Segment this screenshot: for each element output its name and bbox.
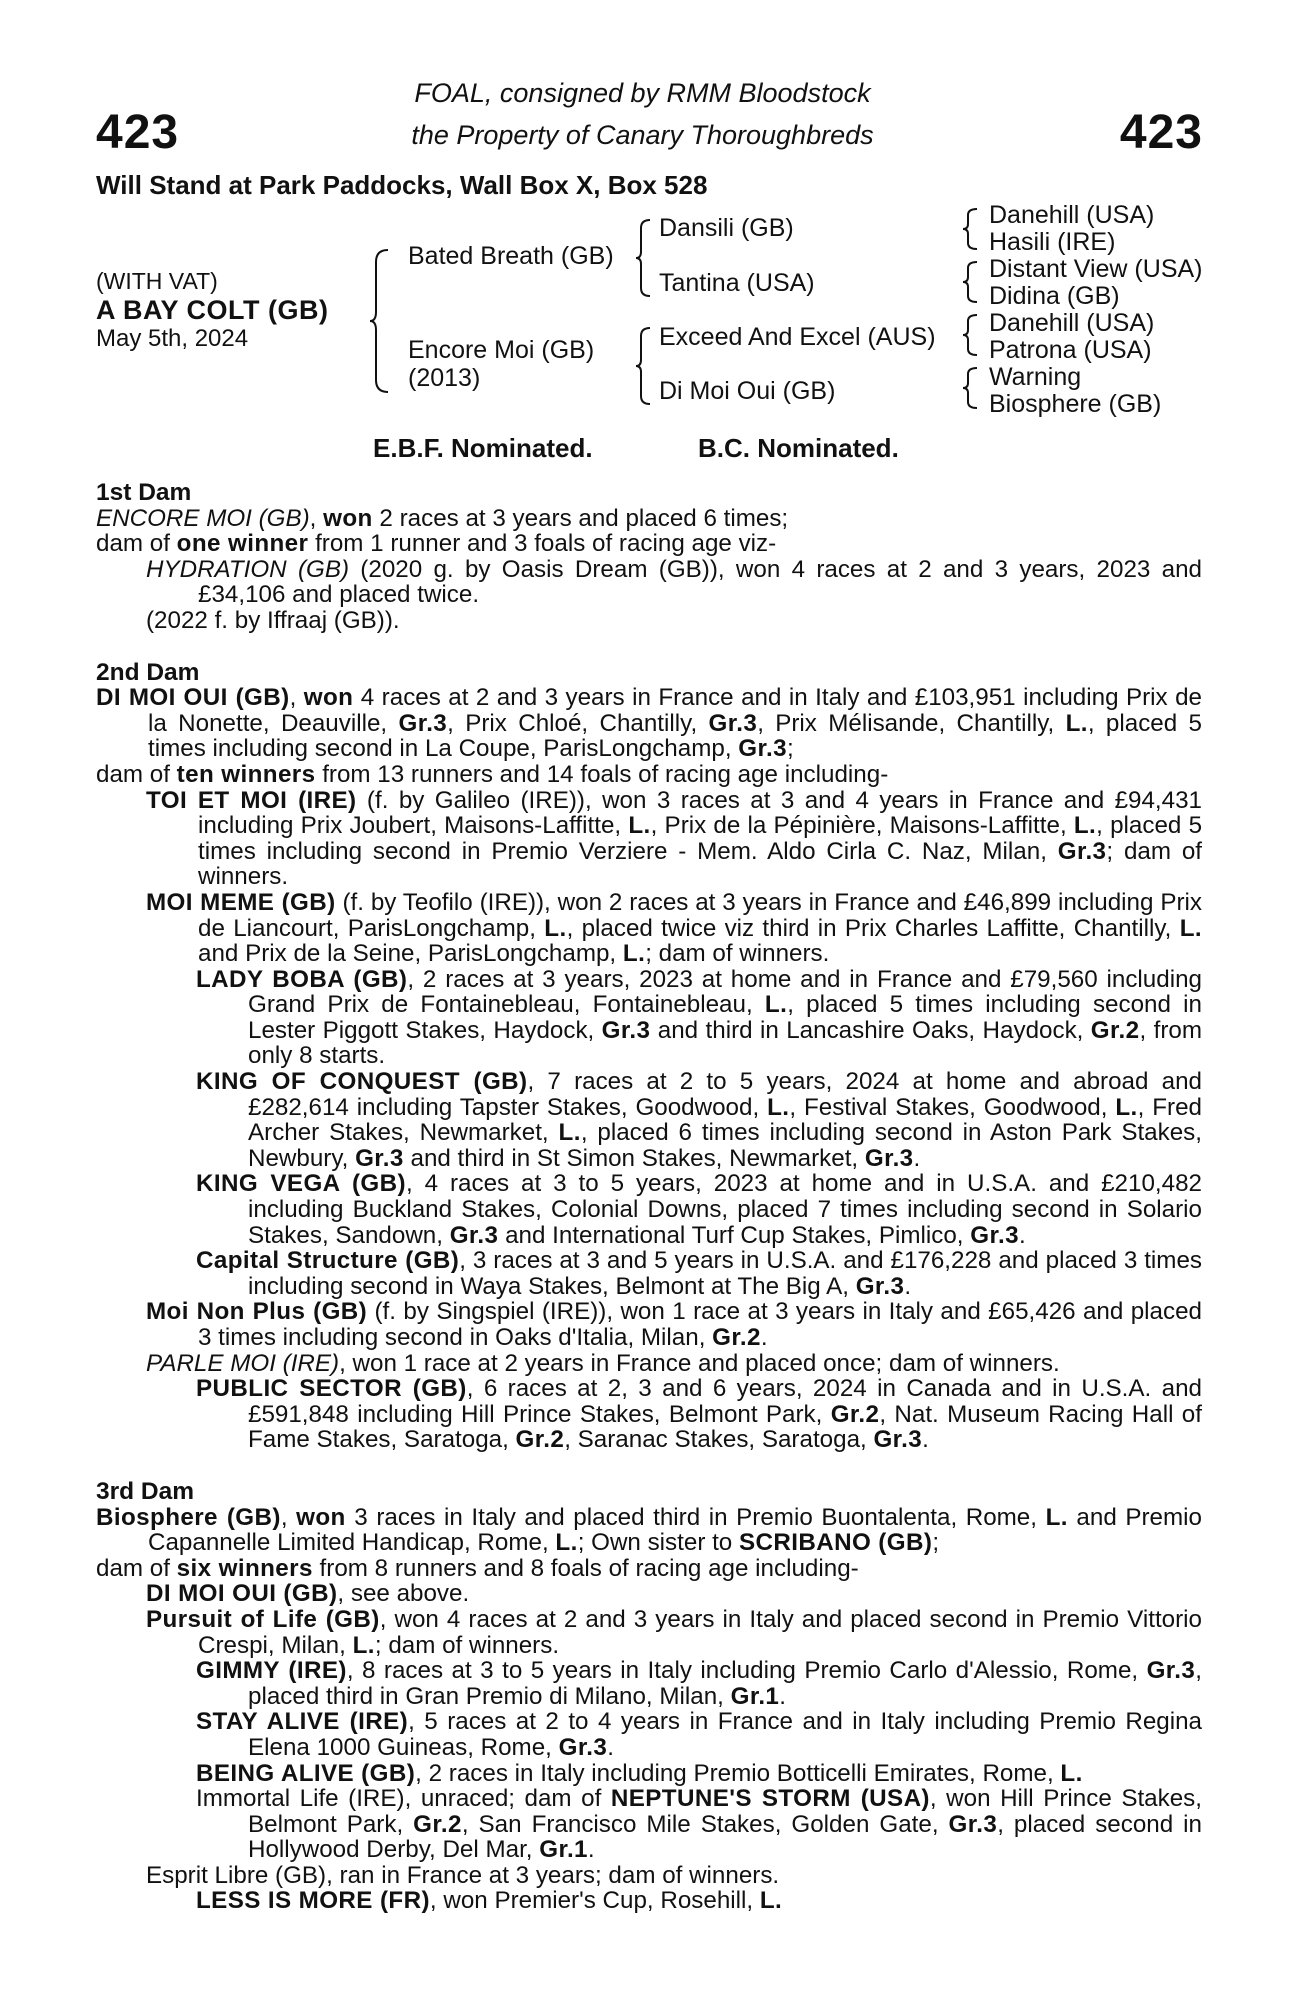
paragraph — [96, 1888, 1202, 1914]
paragraph — [96, 1171, 1202, 1248]
text-run: . — [607, 1733, 615, 1761]
text-run: . — [913, 1144, 921, 1172]
consignment-line-1: FOAL, consigned by RMM Bloodstock — [414, 78, 871, 108]
text-run: Gr.3 — [970, 1221, 1019, 1249]
text-run: , Festival Stakes, Goodwood, — [789, 1093, 1116, 1121]
paragraph — [96, 685, 1202, 762]
pedigree-brace-g3-1 — [961, 207, 981, 251]
text-run: Gr.3 — [855, 1272, 905, 1300]
pedigree-g3-8: Biosphere (GB) — [989, 390, 1162, 418]
text-run: Immortal Life (IRE), unraced; dam of — [196, 1785, 611, 1813]
text-run: , San Francisco Mile Stakes, Golden Gate, — [461, 1810, 949, 1838]
pedigree-brace-g3-4 — [961, 366, 981, 410]
text-run: Gr.3 — [449, 1221, 499, 1249]
ebf-nominated: E.B.F. Nominated. — [373, 433, 593, 463]
text-run: PARLE MOI (IRE) — [146, 1349, 340, 1377]
text-run: won — [323, 504, 373, 532]
text-run: ; dam of winners. — [198, 837, 1202, 891]
pedigree-dam: Encore Moi (GB) — [408, 336, 595, 364]
text-run: Gr.3 — [355, 1144, 404, 1172]
pedigree-g3-6: Patrona (USA) — [989, 336, 1152, 364]
text-run: L. — [764, 991, 788, 1019]
paragraph — [96, 1581, 1202, 1607]
text-run: and International Turf Cup Stakes, Pimlico, — [498, 1221, 971, 1249]
text-run: L. — [1115, 1093, 1138, 1121]
text-run: , placed 5 times including second in Premio Verziere - Mem. Aldo Cirla C. Naz, Milan, — [198, 812, 1203, 865]
text-run: Moi Non Plus (GB) — [146, 1298, 368, 1326]
text-run: , — [309, 504, 324, 532]
pedigree-g3-1: Danehill (USA) — [989, 201, 1155, 229]
vat-label: (WITH VAT) — [96, 268, 218, 294]
pedigree-dam-dam: Di Moi Oui (GB) — [659, 377, 836, 405]
text-run: GIMMY (IRE) — [196, 1657, 347, 1685]
text-run: MOI MEME (GB) — [146, 888, 336, 916]
paragraph — [96, 1556, 1202, 1582]
pedigree-sire-dam: Tantina (USA) — [659, 269, 815, 297]
text-run: . — [922, 1426, 929, 1454]
text-run: , 5 races at 2 to 4 years in France and in Italy including Premio Regina Elena 1000 Guineas, Rome, — [248, 1708, 1202, 1761]
text-run: , placed 6 times including second in Aston Park Stakes, Newbury, — [248, 1119, 1202, 1172]
text-run: , placed third in Gran Premio di Milano, Milan, — [248, 1657, 1202, 1710]
pedigree-sire: Bated Breath (GB) — [408, 242, 614, 270]
text-run: L. — [1060, 1759, 1083, 1787]
text-run: . — [587, 1836, 595, 1864]
text-run: , placed 5 times including second in La Coupe, ParisLongchamp, — [148, 709, 1203, 763]
text-run: and third in St Simon Stakes, Newmarket, — [403, 1144, 865, 1172]
text-run: six winners — [176, 1554, 313, 1582]
text-run: , won Hill Prince Stakes, Belmont Park, — [248, 1785, 1202, 1838]
text-run: from 8 runners and 8 foals of racing age including- — [312, 1554, 859, 1582]
paragraph — [96, 967, 1202, 1069]
text-run: and third in Lancashire Oaks, Haydock, — [650, 1016, 1091, 1044]
text-run: and Prix de la Seine, ParisLongchamp, — [198, 940, 623, 968]
text-run: L. — [622, 940, 646, 968]
text-run: Gr.3 — [1057, 837, 1107, 865]
pedigree-brace-g3-3 — [961, 313, 981, 357]
text-run: , from only 8 starts. — [248, 1016, 1202, 1070]
paragraph — [96, 1351, 1202, 1377]
text-run: 3 races in Italy and placed third in Premio Buontalenta, Rome, — [345, 1503, 1046, 1531]
text-run: TOI ET MOI (IRE) — [146, 786, 357, 814]
text-run: KING OF CONQUEST (GB) — [196, 1068, 528, 1096]
text-run: L. — [1179, 914, 1202, 942]
text-run: , 4 races at 3 to 5 years, 2023 at home and in U.S.A. and £210,482 including Buckland Stakes, Colonial Downs, placed 7 times including second in Solario Stakes, Sandown, — [248, 1170, 1202, 1249]
pedigree-g3-2: Hasili (IRE) — [989, 228, 1116, 256]
text-run: , won 4 races at 2 and 3 years in Italy and placed second in Premio Vittorio Crespi, Milan, — [198, 1605, 1202, 1659]
paragraph — [96, 531, 1202, 557]
text-run: ; dam of winners. — [374, 1631, 560, 1659]
text-run: from 13 runners and 14 foals of racing age including- — [315, 760, 889, 788]
paragraph — [96, 1786, 1202, 1863]
colt-name: A BAY COLT (GB) — [96, 295, 329, 325]
text-run: dam of — [96, 1554, 177, 1582]
text-run: Gr.1 — [539, 1836, 588, 1864]
text-run: L. — [352, 1631, 375, 1659]
text-run: STAY ALIVE (IRE) — [196, 1708, 409, 1736]
text-run: Gr.2 — [712, 1324, 761, 1351]
paragraph — [96, 1658, 1202, 1709]
lot-number-right: 423 — [1119, 106, 1203, 159]
paragraph — [96, 506, 1202, 532]
family-notes — [96, 480, 1202, 1914]
text-run: 4 races at 2 and 3 years in France and in Italy and £103,951 including Prix de la Nonette, Deauville, — [148, 684, 1202, 737]
text-run: Gr.3 — [873, 1426, 923, 1454]
text-run: Gr.3 — [558, 1733, 608, 1761]
text-run: , 7 races at 2 to 5 years, 2024 at home and abroad and £282,614 including Tapster Stakes, Goodwood, — [248, 1068, 1202, 1121]
text-run: Capital Structure (GB) — [196, 1247, 460, 1275]
text-run: dam of — [96, 530, 177, 558]
paragraph — [96, 1505, 1202, 1556]
text-run: , placed twice viz third in Prix Charles Laffitte, Chantilly, — [566, 914, 1180, 942]
text-run: and Premio Capannelle Limited Handicap, Rome, — [148, 1503, 1202, 1557]
paragraph — [96, 1761, 1202, 1787]
text-run: from 1 runner and 3 foals of racing age viz- — [308, 530, 777, 558]
text-run: , placed 5 times including second in Lester Piggott Stakes, Haydock, — [248, 991, 1202, 1044]
pedigree-brace-dam — [634, 326, 654, 406]
section-heading-2nd-dam: 2nd Dam — [96, 658, 200, 686]
text-run: L. — [767, 1093, 790, 1121]
text-run: (f. by Galileo (IRE)), won 3 races at 3 and 4 years in France and £94,431 including Prix Joubert, Maisons-Laffitte, — [198, 786, 1202, 840]
text-run: , 2 races at 3 years, 2023 at home and in France and £79,560 including Grand Prix de Fontainebleau, Fontainebleau, — [248, 965, 1202, 1019]
text-run: SCRIBANO (GB) — [738, 1529, 933, 1557]
text-run: , won 1 race at 2 years in France and placed once; dam of winners. — [339, 1349, 1060, 1377]
text-run: ; — [932, 1529, 940, 1557]
text-run: L. — [1045, 1503, 1068, 1531]
text-run: DI MOI OUI (GB) — [96, 684, 290, 712]
section-heading-3rd-dam: 3rd Dam — [96, 1477, 195, 1505]
pedigree-dam-year: (2013) — [408, 364, 481, 392]
text-run: Esprit Libre (GB), ran in France at 3 years; dam of winners. — [146, 1861, 780, 1889]
text-run: , Nat. Museum Racing Hall of Fame Stakes, Saratoga, — [248, 1400, 1202, 1454]
text-run: , won Premier's Cup, Rosehill, — [429, 1887, 760, 1915]
text-run: Gr.3 — [864, 1144, 914, 1172]
text-run: , 6 races at 2, 3 and 6 years, 2024 in Canada and in U.S.A. and £591,848 including Hill Prince Stakes, Belmont Park, — [248, 1375, 1202, 1428]
section-heading-1st-dam: 1st Dam — [96, 479, 192, 506]
text-run: , — [289, 684, 304, 712]
paragraph — [96, 1299, 1202, 1350]
pedigree-g3-7: Warning — [989, 363, 1082, 391]
paragraph — [96, 1607, 1202, 1658]
text-run: BEING ALIVE (GB) — [196, 1759, 416, 1787]
text-run: LADY BOBA (GB) — [196, 965, 408, 993]
text-run: Gr.2 — [830, 1400, 880, 1428]
text-run: , placed second in Hollywood Derby, Del Mar, — [248, 1810, 1203, 1864]
text-run: DI MOI OUI (GB) — [146, 1580, 338, 1608]
text-run: Gr.1 — [730, 1682, 780, 1710]
text-run: Gr.3 — [708, 709, 758, 737]
pedigree-brace-g3-2 — [961, 260, 981, 304]
text-run: won — [303, 684, 354, 712]
text-run: L. — [1073, 812, 1097, 840]
text-run: , — [280, 1503, 297, 1531]
text-run: KING VEGA (GB) — [196, 1170, 406, 1198]
text-run: ten winners — [176, 760, 316, 788]
consignment-line-2: the Property of Canary Thoroughbreds — [411, 120, 874, 150]
paragraph — [96, 1863, 1202, 1889]
pedigree-sire-sire: Dansili (GB) — [659, 214, 794, 242]
pedigree-brace-main — [368, 248, 392, 394]
text-run: (2020 g. by Oasis Dream (GB)), won 4 races at 2 and 3 years, 2023 and £34,106 and placed twice. — [198, 555, 1202, 609]
text-run: . — [760, 1324, 768, 1351]
text-run: HYDRATION (GB) — [146, 555, 350, 583]
text-run: Gr.3 — [1146, 1657, 1196, 1685]
text-run: Gr.2 — [413, 1810, 462, 1838]
text-run: , 8 races at 3 to 5 years in Italy including Premio Carlo d'Alessio, Rome, — [346, 1657, 1147, 1685]
text-run: PUBLIC SECTOR (GB) — [196, 1375, 467, 1403]
pedigree-g3-3: Distant View (USA) — [989, 255, 1203, 283]
text-run: one winner — [176, 530, 309, 558]
text-run: , Prix Chloé, Chantilly, — [447, 709, 709, 737]
bc-nominated: B.C. Nominated. — [698, 433, 899, 463]
text-run: L. — [555, 1529, 578, 1557]
pedigree-brace-sire — [634, 218, 654, 298]
text-run: (f. by Singspiel (IRE)), won 1 race at 3 years in Italy and £65,426 and placed 3 times including second in Oaks d'Italia, Milan, — [198, 1298, 1203, 1351]
pedigree-g3-4: Didina (GB) — [989, 282, 1120, 310]
text-run: Gr.3 — [948, 1810, 998, 1838]
paragraph — [96, 1376, 1202, 1453]
text-run: Pursuit of Life (GB) — [146, 1605, 380, 1633]
text-run: . — [1018, 1221, 1026, 1249]
text-run: LESS IS MORE (FR) — [196, 1887, 430, 1915]
text-run: , 3 races at 3 and 5 years in U.S.A. and £176,228 and placed 3 times including second in Waya Stakes, Belmont at The Big A, — [248, 1247, 1202, 1300]
paragraph — [96, 557, 1202, 608]
text-run: ; — [786, 735, 794, 763]
text-run: (2022 f. by Iffraaj (GB)). — [146, 606, 400, 634]
text-run: Gr.3 — [601, 1016, 651, 1044]
pedigree-dam-sire: Exceed And Excel (AUS) — [659, 323, 936, 351]
text-run: Gr.3 — [738, 735, 787, 763]
paragraph — [96, 788, 1202, 890]
text-run: , 2 races in Italy including Premio Botticelli Emirates, Rome, — [415, 1759, 1061, 1787]
text-run: L. — [759, 1887, 783, 1915]
pedigree-g3-5: Danehill (USA) — [989, 309, 1155, 337]
text-run: , Saranac Stakes, Saratoga, — [564, 1426, 874, 1454]
stand-location: Will Stand at Park Paddocks, Wall Box X, Box 528 — [96, 170, 708, 200]
text-run: L. — [558, 1119, 581, 1147]
text-run: (f. by Teofilo (IRE)), won 2 races at 3 years in France and £46,899 including Prix de Liancourt, ParisLongchamp, — [198, 888, 1202, 942]
text-run: 2 races at 3 years and placed 6 times; — [372, 504, 789, 532]
text-run: dam of — [96, 760, 177, 788]
text-run: , see above. — [337, 1580, 470, 1608]
text-run: ENCORE MOI (GB) — [96, 504, 310, 532]
text-run: Biosphere (GB) — [96, 1503, 281, 1531]
text-run: L. — [628, 812, 651, 840]
lot-number-left: 423 — [96, 106, 180, 159]
text-run: won — [296, 1503, 346, 1531]
paragraph — [96, 608, 1202, 634]
colt-dob: May 5th, 2024 — [96, 325, 249, 352]
text-run: , Fred Archer Stakes, Newmarket, — [248, 1093, 1202, 1147]
text-run: ; Own sister to — [577, 1529, 739, 1557]
paragraph — [96, 762, 1202, 788]
paragraph — [96, 1709, 1202, 1760]
text-run: ; dam of winners. — [645, 940, 830, 968]
text-run: NEPTUNE'S STORM (USA) — [610, 1785, 930, 1813]
text-run: , Prix de la Pépinière, Maisons-Laffitte, — [650, 812, 1074, 840]
text-run: . — [904, 1272, 912, 1300]
paragraph — [96, 1248, 1202, 1299]
text-run: . — [779, 1682, 787, 1710]
text-run: Gr.3 — [398, 709, 448, 737]
text-run: , Prix Mélisande, Chantilly, — [757, 709, 1066, 737]
paragraph — [96, 1069, 1202, 1171]
text-run: L. — [544, 914, 567, 942]
text-run: Gr.2 — [515, 1426, 565, 1454]
paragraph — [96, 890, 1202, 967]
text-run: L. — [1065, 709, 1088, 737]
text-run: Gr.2 — [1090, 1016, 1140, 1044]
